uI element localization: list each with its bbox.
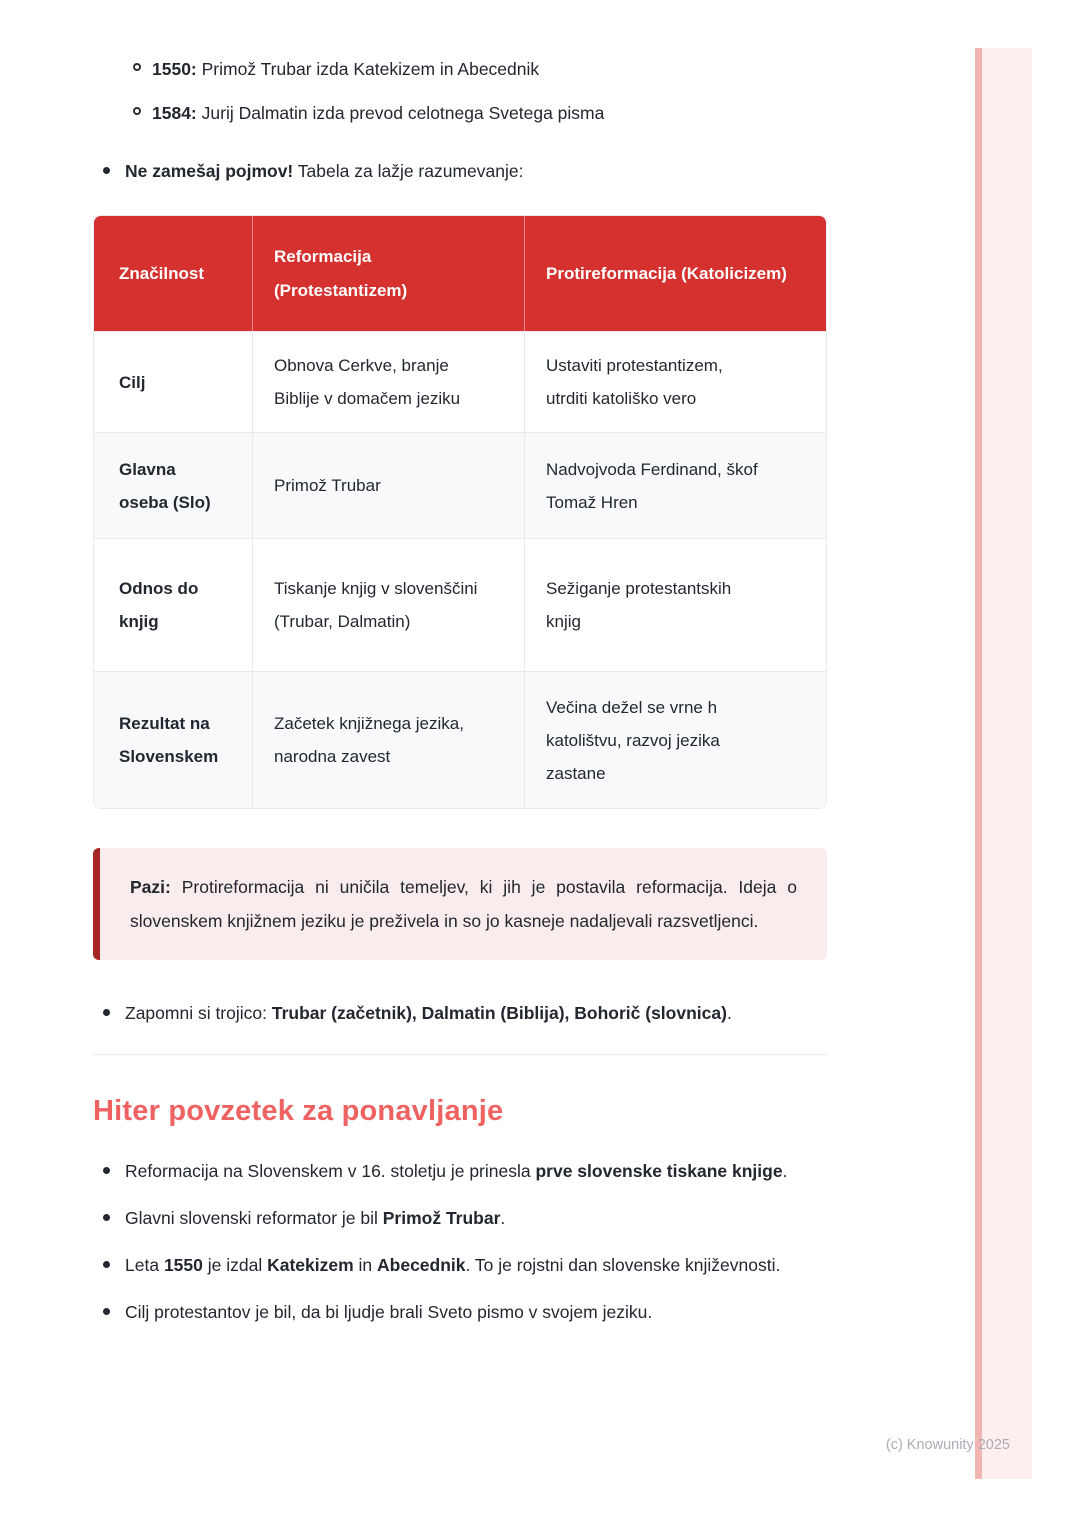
disc-bullet-icon [103, 1009, 110, 1016]
section-divider [93, 1054, 827, 1055]
table-cell-counter: Ustaviti protestantizem, utrditi katoliško vero [524, 332, 826, 432]
summary-bullet-text: Glavni slovenski reformator je bil Primož Trubar. [125, 1208, 506, 1228]
disc-bullet-icon [103, 1261, 110, 1268]
disc-bullet-icon [103, 1214, 110, 1221]
table-cell-reformation: Primož Trubar [252, 433, 524, 538]
summary-bullet-text: Cilj protestantov je bil, da bi ljudje brali Sveto pismo v svojem jeziku. [125, 1302, 653, 1322]
table-row-glavna-oseba [94, 432, 826, 538]
comparison-table [93, 215, 827, 809]
memo-bullet [93, 996, 827, 1030]
table-cell-reformation: Tiskanje knjig v slovenščini (Trubar, Dalmatin) [252, 539, 524, 671]
summary-bullet [93, 1201, 827, 1235]
timeline-bullet-1550 [93, 52, 827, 86]
table-row-cilj [94, 331, 826, 432]
table-cell-reformation: Obnova Cerkve, branje Biblije v domačem jeziku [252, 332, 524, 432]
disc-bullet-icon [103, 1167, 110, 1174]
summary-bullet [93, 1295, 827, 1329]
table-cell-feature: Rezultat na Slovenskem [94, 672, 252, 808]
summary-list [93, 1154, 827, 1329]
table-cell-counter: Nadvojvoda Ferdinand, škof Tomaž Hren [524, 433, 826, 538]
timeline-bullet-1584 [93, 96, 827, 130]
table-row-rezultat [94, 671, 826, 808]
timeline-text-1550: 1550: Primož Trubar izda Katekizem in Abecednik [152, 59, 540, 79]
table-cell-feature: Odnos do knjig [94, 539, 252, 671]
summary-bullet-text: Reformacija na Slovenskem v 16. stoletju je prinesla prve slovenske tiskane knjige. [125, 1161, 788, 1181]
note-bullet [93, 154, 827, 188]
warning-callout-text: Pazi: Protireformacija ni uničila temeljev, ki jih je postavila reformacija. Ideja o slovenskem knjižnem jeziku je preživela in so jo kasneje nadaljevali razsvetljenci. [130, 877, 797, 931]
table-cell-feature: Glavna oseba (Slo) [94, 433, 252, 538]
table-cell-counter: Večina dežel se vrne h katolištvu, razvoj jezika zastane [524, 672, 826, 808]
table-cell-counter: Sežiganje protestantskih knjig [524, 539, 826, 671]
table-header-row [94, 216, 826, 331]
copyright-text: (c) Knowunity 2025 [885, 1437, 1010, 1453]
table-header-feature: Značilnost [94, 216, 252, 331]
disc-bullet-icon [103, 1308, 110, 1315]
table-header-counterreformation: Protireformacija (Katolicizem) [524, 216, 826, 331]
memo-bullet-text: Zapomni si trojico: Trubar (začetnik), Dalmatin (Biblija), Bohorič (slovnica). [125, 1003, 732, 1023]
summary-bullet [93, 1248, 827, 1282]
document-content [93, 0, 827, 1342]
table-cell-feature: Cilj [94, 332, 252, 432]
summary-bullet-text: Leta 1550 je izdal Katekizem in Abecednik. To je rojstni dan slovenske književnosti. [125, 1255, 781, 1275]
circle-bullet-icon [133, 107, 141, 115]
table-row-odnos-do-knjig [94, 538, 826, 671]
timeline-text-1584: 1584: Jurij Dalmatin izda prevod celotnega Svetega pisma [152, 103, 605, 123]
table-cell-reformation: Začetek knjižnega jezika, narodna zavest [252, 672, 524, 808]
table-header-reformation: Reformacija (Protestantizem) [252, 216, 524, 331]
section-heading: Hiter povzetek za ponavljanje [93, 1095, 504, 1127]
disc-bullet-icon [103, 167, 110, 174]
warning-callout [93, 848, 827, 960]
circle-bullet-icon [133, 63, 141, 71]
note-bullet-text: Ne zamešaj pojmov! Tabela za lažje razumevanje: [125, 161, 524, 181]
page-edge-strip [975, 48, 1032, 1479]
summary-bullet [93, 1154, 827, 1188]
